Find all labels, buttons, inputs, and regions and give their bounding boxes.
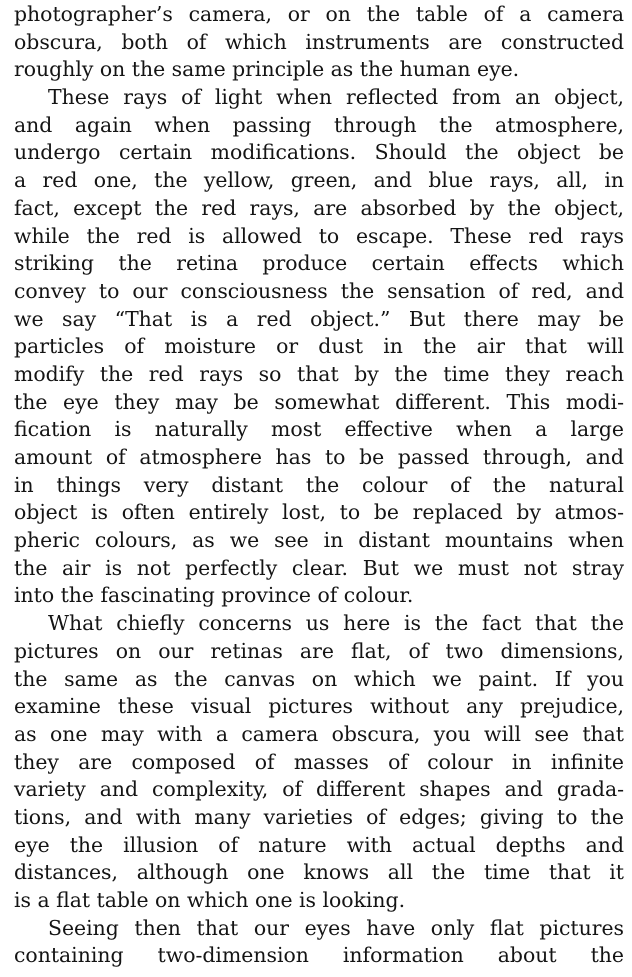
text-line: obscura, both of which instruments are constructed [14,29,624,54]
text-line: amount of atmosphere has to be passed through, and [14,445,624,469]
text-line: pictures on our retinas are flat, of two dimensions, [14,638,624,663]
text-line: the same as the canvas on which we paint. If you [14,666,624,691]
paragraph-4 [14,915,624,970]
text-line: a red one, the yellow, green, and blue rays, all, in [14,168,624,193]
text-line: striking the retina produce certain effects which [14,251,624,276]
text-line: they are composed of masses of colour in infinite [14,749,624,774]
text-line: modify the red rays so that by the time they reach [14,361,624,386]
text-line: variety and complexity, of different shapes and grada- [14,777,624,802]
text-line: in things very distant the colour of the natural [14,472,624,497]
text-line: the air is not perfectly clear. But we must not stray [14,555,624,580]
text-line: fication is naturally most effective when a large [14,417,624,442]
text-line: into the fascinating province of colour. [14,583,414,608]
text-line: undergo certain modifications. Should the object be [14,140,624,165]
text-line: we say “That is a red object.” But there may be [14,306,624,331]
paragraph-2 [14,84,624,610]
text-line: photographer’s camera, or on the table of a camera [14,2,624,26]
text-line: What chiefly concerns us here is the fact that the [48,611,624,636]
text-line: pheric colours, as we see in distant mountains when [14,528,624,553]
text-line: particles of moisture or dust in the air that will [14,334,624,359]
text-line: while the red is allowed to escape. These red rays [14,223,624,248]
text-line: roughly on the same principle as the human eye. [14,57,520,82]
text-line: the eye they may be somewhat different. This modi- [14,389,624,414]
text-line: distances, although one knows all the time that it [14,860,624,885]
text-line: convey to our consciousness the sensation of red, and [14,278,624,303]
text-line: examine these visual pictures without any prejudice, [14,694,624,719]
text-line: Seeing then that our eyes have only flat pictures [48,915,624,940]
text-line: fact, except the red rays, are absorbed by the object, [14,195,624,220]
text-line: as one may with a camera obscura, you will see that [14,721,624,746]
text-line: object is often entirely lost, to be replaced by atmos- [14,500,624,525]
text-line: and again when passing through the atmosphere, [14,112,624,137]
paragraph-1 [14,1,624,84]
text-line: eye the illusion of nature with actual depths and [14,832,624,857]
book-page [14,0,624,970]
text-line: containing two-dimension information about the [14,943,624,968]
text-line: These rays of light when reflected from an object, [48,85,624,110]
text-line: is a flat table on which one is looking. [14,888,406,912]
text-line: tions, and with many varieties of edges; giving to the [14,804,624,829]
paragraph-3 [14,610,624,915]
